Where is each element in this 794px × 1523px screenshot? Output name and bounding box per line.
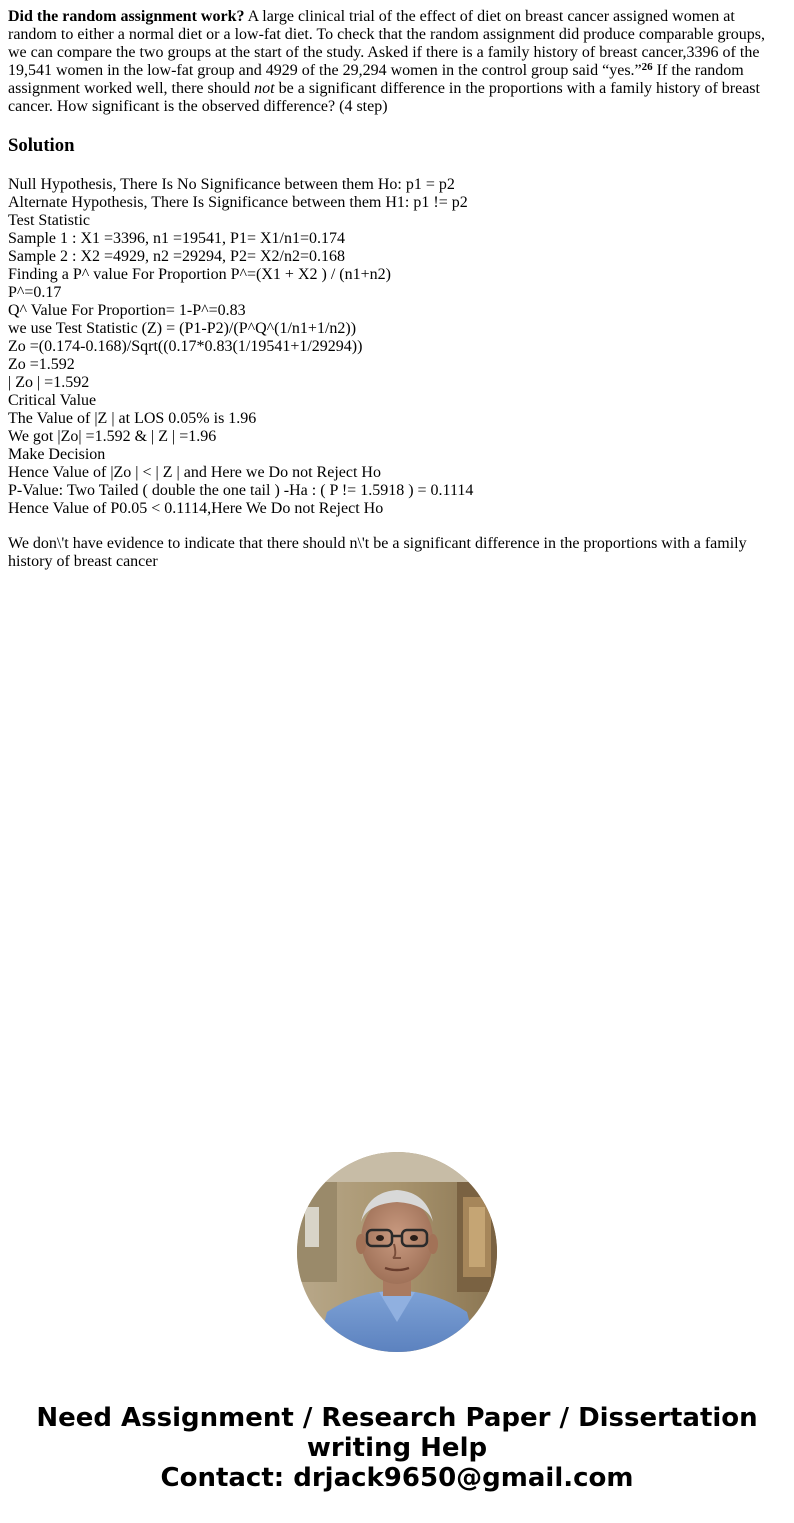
step-line: Zo =(0.174-0.168)/Sqrt((0.17*0.83(1/19541+1/29294)) xyxy=(8,338,363,355)
question-text-2: If the random assignment worked well, there should xyxy=(8,62,744,97)
footnote-ref: 26 xyxy=(641,61,653,73)
step-line: The Value of |Z | at LOS 0.05% is 1.96 xyxy=(8,410,257,427)
solution-steps xyxy=(8,176,778,518)
step-line: Sample 2 : X2 =4929, n2 =29294, P2= X2/n2=0.168 xyxy=(8,248,345,265)
step-line: Hence Value of P0.05 < 0.1114,Here We Do not Reject Ho xyxy=(8,500,384,517)
footer-contact xyxy=(0,1403,794,1493)
question-text-1: A large clinical trial of the effect of diet on breast cancer assigned women at random to either a normal diet or a low-fat diet. To check that the random assignment did produce comparable groups, we can compare the two groups at the start of the study. Asked if there is a family history of breast cancer,3396 of the 19,541 women in the low-fat group and 4929 of the 29,294 women in the control group said “yes.” xyxy=(8,8,766,79)
step-line: Make Decision xyxy=(8,446,106,463)
step-line: | Zo | =1.592 xyxy=(8,374,90,391)
step-line: Alternate Hypothesis, There Is Significance between them H1: p1 != p2 xyxy=(8,194,468,211)
step-line: Null Hypothesis, There Is No Significance between them Ho: p1 = p2 xyxy=(8,176,455,193)
tutor-avatar xyxy=(297,1152,497,1352)
solution-heading: Solution xyxy=(8,135,75,156)
question-emphasis: not xyxy=(254,80,275,97)
footer-line-1: Need Assignment / Research Paper / Dissertation xyxy=(36,1403,758,1433)
footer-line-2: writing Help xyxy=(306,1433,488,1463)
question-paragraph xyxy=(8,8,778,116)
question-lead: Did the random assignment work? xyxy=(8,8,245,25)
tutor-portrait-icon xyxy=(297,1152,497,1352)
step-line: Finding a P^ value For Proportion P^=(X1 + X2 ) / (n1+n2) xyxy=(8,266,391,283)
document-body xyxy=(8,8,778,571)
step-line: Zo =1.592 xyxy=(8,356,75,373)
step-line: Q^ Value For Proportion= 1-P^=0.83 xyxy=(8,302,246,319)
step-line: we use Test Statistic (Z) = (P1-P2)/(P^Q^(1/n1+1/n2)) xyxy=(8,320,357,337)
step-line: P-Value: Two Tailed ( double the one tail ) -Ha : ( P != 1.5918 ) = 0.1114 xyxy=(8,482,474,499)
question-text-3: be a significant difference in the proportions with a family history of breast cancer. How significant is the observed difference? (4 step) xyxy=(8,80,760,115)
step-line: P^=0.17 xyxy=(8,284,62,301)
step-line: We got |Zo| =1.592 & | Z | =1.96 xyxy=(8,428,217,445)
step-line: Sample 1 : X1 =3396, n1 =19541, P1= X1/n1=0.174 xyxy=(8,230,345,247)
step-line: Critical Value xyxy=(8,392,97,409)
footer-contact-email: Contact: drjack9650@gmail.com xyxy=(160,1463,634,1493)
conclusion-paragraph: We don\'t have evidence to indicate that there should n\'t be a significant difference in the proportions with a family history of breast cancer xyxy=(8,535,747,570)
step-line: Hence Value of |Zo | < | Z | and Here we Do not Reject Ho xyxy=(8,464,381,481)
step-line: Test Statistic xyxy=(8,212,90,229)
